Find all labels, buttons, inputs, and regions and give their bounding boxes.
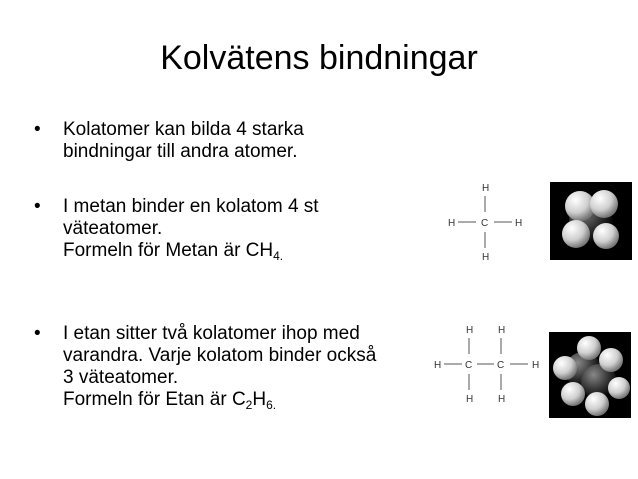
bullet-line: 3 väteatomer. [63, 367, 179, 388]
slide-title: Kolvätens bindningar [160, 39, 478, 77]
bullet-line: I metan binder en kolatom 4 st [63, 196, 319, 217]
bullet-metan [34, 196, 319, 262]
atom-h: H [466, 394, 474, 405]
bullet-line: varandra. Varje kolatom binder också [63, 345, 377, 366]
atom-h: H [448, 218, 456, 229]
ethane-molecule-model [549, 332, 631, 418]
bullet-etan [34, 323, 376, 411]
atom-h: H [434, 360, 442, 371]
metan-formula [63, 240, 319, 262]
atom-h: H [498, 325, 506, 336]
atom-c: C [481, 218, 489, 229]
methane-structural-formula [440, 180, 540, 270]
bullet-line: bindningar till andra atomer. [63, 141, 298, 162]
atom-h: H [466, 325, 474, 336]
bullet-dot: • [34, 323, 41, 344]
atom-h: H [515, 218, 523, 229]
formula-text: H [252, 389, 267, 410]
bullet-line: väteatomer. [63, 218, 163, 239]
atom-h: H [482, 183, 490, 194]
atom-h: H [498, 394, 506, 405]
formula-text: Formeln för Etan är C [63, 389, 246, 410]
formula-text: Formeln för Metan är CH [63, 240, 274, 261]
bullet-line: Kolatomer kan bilda 4 starka [63, 119, 304, 140]
bullet-line: I etan sitter två kolatomer ihop med [63, 323, 360, 344]
atom-c: C [465, 360, 473, 371]
methane-molecule-model [550, 182, 632, 260]
etan-formula [63, 389, 376, 411]
formula-subscript: 2 [245, 398, 253, 412]
bullet-kolatomer [34, 119, 304, 163]
ethane-structural-formula [432, 320, 548, 410]
atom-h: H [482, 252, 490, 263]
bullet-dot: • [34, 119, 41, 140]
formula-subscript: 6. [266, 398, 277, 412]
formula-subscript: 4. [273, 249, 284, 263]
atom-c: C [497, 360, 505, 371]
bullet-dot: • [34, 196, 41, 217]
atom-h: H [532, 360, 540, 371]
